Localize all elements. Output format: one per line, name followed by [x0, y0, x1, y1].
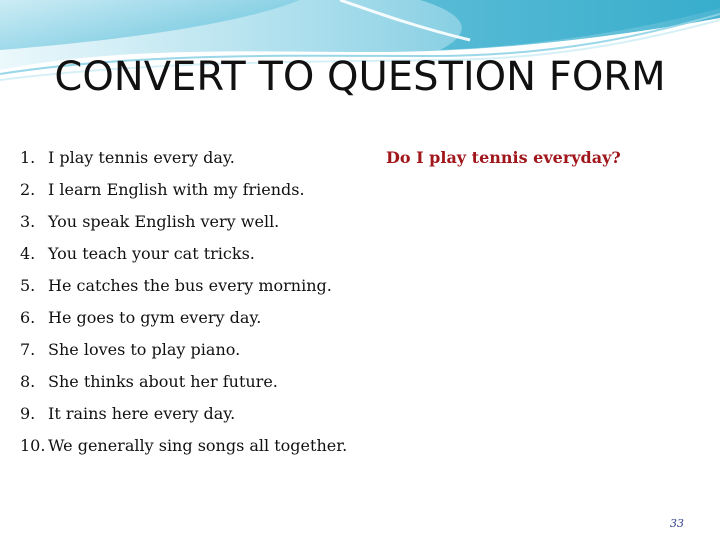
item-text: You speak English very well. [48, 212, 280, 231]
sentence-list [20, 146, 700, 466]
item-number: 5. [20, 276, 36, 295]
list-item [20, 146, 700, 178]
item-text: You teach your cat tricks. [48, 244, 255, 263]
list-item [20, 434, 700, 466]
list-item [20, 178, 700, 210]
list-item [20, 402, 700, 434]
list-item [20, 242, 700, 274]
item-text: He catches the bus every morning. [48, 276, 332, 295]
item-number: 8. [20, 372, 36, 391]
item-number: 1. [20, 148, 36, 167]
item-text: She thinks about her future. [48, 372, 278, 391]
list-item [20, 370, 700, 402]
list-item [20, 338, 700, 370]
item-number: 6. [20, 308, 36, 327]
item-text: I play tennis every day. [48, 148, 235, 167]
list-item [20, 210, 700, 242]
item-number: 3. [20, 212, 36, 231]
page-number: 33 [670, 517, 684, 530]
item-number: 10. [20, 436, 46, 455]
item-answer: Do I play tennis everyday? [386, 148, 621, 167]
item-text: It rains here every day. [48, 404, 236, 423]
item-number: 9. [20, 404, 36, 423]
item-text: She loves to play piano. [48, 340, 241, 359]
item-number: 2. [20, 180, 36, 199]
item-text: He goes to gym every day. [48, 308, 262, 327]
slide-title: CONVERT TO QUESTION FORM [54, 54, 666, 100]
item-number: 4. [20, 244, 36, 263]
list-item [20, 274, 700, 306]
list-item [20, 306, 700, 338]
item-text: We generally sing songs all together. [48, 436, 348, 455]
item-number: 7. [20, 340, 36, 359]
item-text: I learn English with my friends. [48, 180, 305, 199]
